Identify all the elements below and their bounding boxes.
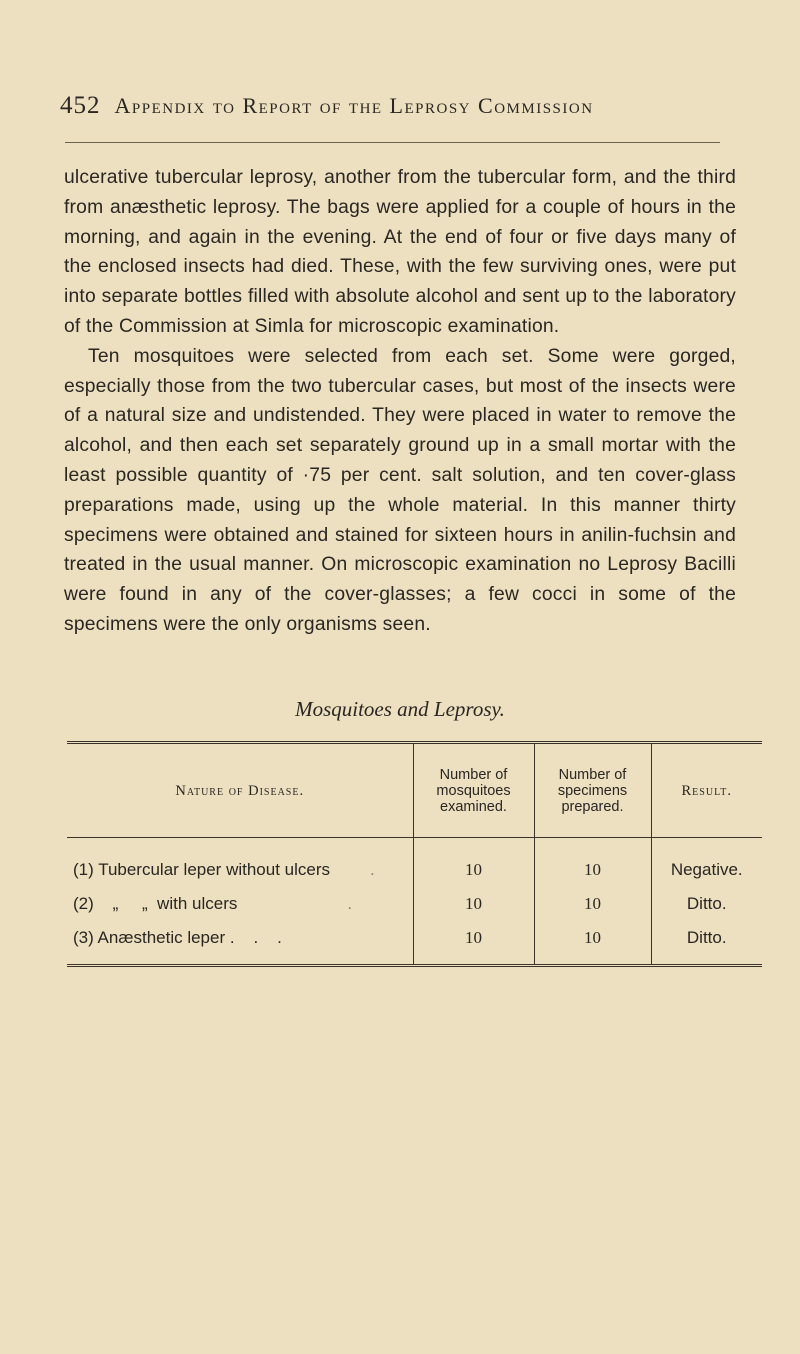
header-rule [65,142,720,143]
table-row [67,887,762,921]
results-table [67,741,762,967]
cell-specimens: 10 [534,921,651,966]
cell-mosquitoes: 10 [413,921,534,966]
column-header-disease: Nature of Disease. [67,743,413,838]
column-header-specimens: Number of specimens prepared. [534,743,651,838]
column-header-result: Result. [651,743,762,838]
cell-mosquitoes: 10 [413,887,534,921]
cell-specimens: 10 [534,838,651,888]
table-row [67,921,762,966]
paragraph: ulcerative tubercular leprosy, another from the tubercular form, and the third from anæsthetic leprosy. The bags were applied for a couple of hours in the morning, and again in the evening. At the end of four or five days many of the enclosed insects had died. These, with the few surviving ones, were put into separate bottles filled with absolute alcohol and sent up to the laboratory of the Commission at Simla for microscopic examination. [64,167,736,337]
table-header-row [67,743,762,838]
table-row [67,838,762,888]
cell-disease: (1) Tubercular leper without ulcers . [73,860,375,879]
body-text [64,163,736,640]
table-title: Mosquitoes and Leprosy. [295,697,505,721]
cell-specimens: 10 [534,887,651,921]
paragraph: Ten mosquitoes were selected from each set. Some were gorged, especially those from the two tubercular cases, but most of the insects were of a natural size and undistended. They were placed in water to remove the alcohol, and then each set separately ground up in a small mortar with the least possible quantity of ·75 per cent. salt solution, and ten cover-glass preparations made, using up the whole material. In this manner thirty specimens were obtained and stained for sixteen hours in anilin-fuchsin and treated in the usual manner. On microscopic examination no Leprosy Bacilli were found in any of the cover-glasses; a few cocci in some of the specimens were the only organisms seen. [64,345,736,635]
cell-result: Ditto. [651,887,762,921]
cell-disease: (3) Anæsthetic leper . . . [73,928,282,947]
cell-result: Ditto. [651,921,762,966]
cell-disease: (2) „ „ with ulcers . [73,894,353,913]
cell-result: Negative. [651,838,762,888]
running-title: Appendix to Report of the Leprosy Commission [114,93,594,118]
column-header-mosquitoes: Number of mosquitoes examined. [413,743,534,838]
page-header [60,92,720,120]
cell-mosquitoes: 10 [413,838,534,888]
page-number: 452 [60,92,101,119]
